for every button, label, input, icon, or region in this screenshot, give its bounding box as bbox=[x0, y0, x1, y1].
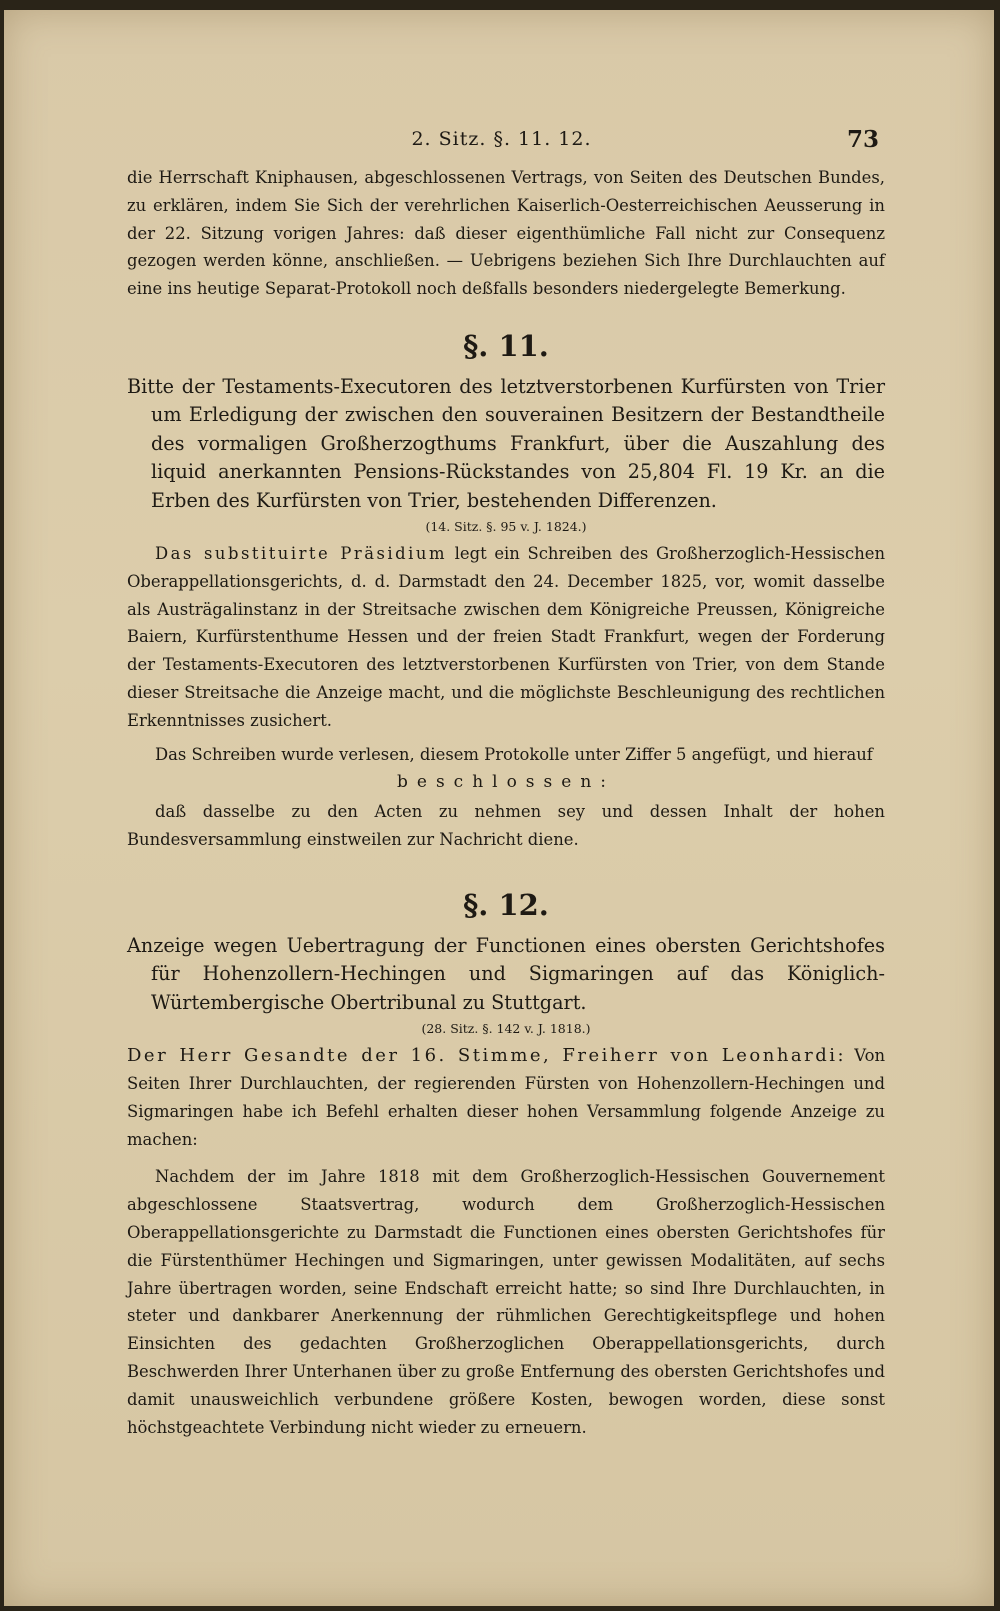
section-11-speaker: Das substituirte Präsidium bbox=[155, 544, 447, 564]
intro-paragraph: die Herrschaft Kniphausen, abgeschlossenen Vertrags, von Seiten des Deutschen Bundes, zu erklären, indem Sie Sich der verehrlichen Kaiserlich-Oesterreichischen Aeusserung in der 22. Sitzung vorigen Jahres: daß dieser eigenthümliche Fall nicht zur Consequenz gezogen werden könne, anschließen. — Uebrigens beziehen Sich Ihre Durchlauchten auf eine ins heutige Separat-Protokoll noch deßfalls besonders niedergelegte Bemerkung. bbox=[127, 168, 885, 299]
book-page bbox=[4, 10, 994, 1606]
page-body bbox=[127, 164, 885, 1441]
section-11-paragraph-1-text: legt ein Schreiben des Großherzoglich-Hessischen Oberappellationsgerichts, d. d. Darmstadt den 24. December 1825, vor, womit dasselbe als Austrägalinstanz in der Streitsache zwischen dem Königreiche Preussen, Königreiche Baiern, Kurfürstenthume Hessen und der freien Stadt Frankfurt, wegen der Forderung der Testaments-Executoren des letztverstorbenen Kurfürsten von Trier, von dem Stande dieser Streitsache die Anzeige macht, und die möglichste Beschleunigung des rechtlichen Erkenntnisses zusichert. bbox=[127, 544, 886, 730]
section-11-reference: (14. Sitz. §. 95 v. J. 1824.) bbox=[425, 519, 587, 535]
section-12-paragraph-2: Nachdem der im Jahre 1818 mit dem Großherzoglich-Hessischen Gouvernement abgeschlossene Staatsvertrag, wodurch dem Großherzoglich-Hessischen Oberappellationsgerichte zu Darmstadt die Functionen eines obersten Gerichtshofes für die Fürstenthümer Hechingen und Sigmaringen, unter gewissen Modalitäten, auf sechs Jahre übertragen worden, seine Endschaft erreicht hatte; so sind Ihre Durchlauchten, in steter und dankbarer Anerkennung der rühmlichen Gerechtigkeitspflege und hohen Einsichten des gedachten Großherzoglichen Oberappellationsgerichts, durch Beschwerden Ihrer Unterhanen über zu große Entfernung des obersten Gerichtshofes und damit unausweichlich verbundene größere Kosten, bewogen worden, diese sonst höchstgeachtete Verbindung nicht wieder zu erneuern. bbox=[127, 1167, 885, 1437]
section-12-number: §. 12. bbox=[463, 887, 549, 922]
section-11-resolved: beschlossen: bbox=[397, 772, 615, 793]
section-12-paragraph-1 bbox=[127, 1042, 885, 1153]
section-12-paragraph-1-text: Von Seiten Ihrer Durchlauchten, der regierenden Fürsten von Hohenzollern-Hechingen und Sigmaringen habe ich Befehl erhalten dieser hohen Versammlung folgende Anzeige zu machen: bbox=[127, 1046, 886, 1149]
running-head: 2. Sitz. §. 11. 12. bbox=[411, 128, 592, 150]
section-11-paragraph-1 bbox=[127, 540, 885, 735]
section-12-speaker: Der Herr Gesandte der 16. Stimme, Freiherr von Leonhardi: bbox=[127, 1045, 847, 1067]
section-12-title: Anzeige wegen Uebertragung der Functionen eines obersten Gerichtshofes für Hohenzollern-Hechingen und Sigmaringen auf das Königlich-Würtembergische Obertribunal zu Stuttgart. bbox=[127, 933, 885, 1014]
section-11-title: Bitte der Testaments-Executoren des letztverstorbenen Kurfürsten von Trier um Erledigung der zwischen den souverainen Besitzern der Bestandtheile des vormaligen Großherzogthums Frankfurt, über die Auszahlung des liquid anerkannten Pensions-Rückstandes von 25,804 Fl. 19 Kr. an die Erben des Kurfürsten von Trier, bestehenden Differenzen. bbox=[127, 374, 885, 512]
page-header bbox=[124, 128, 879, 158]
section-11-resolution: daß dasselbe zu den Acten zu nehmen sey und dessen Inhalt der hohen Bundesversammlung einstweilen zur Nachricht diene. bbox=[127, 802, 885, 850]
section-11-number: §. 11. bbox=[463, 328, 549, 363]
page-number: 73 bbox=[846, 126, 879, 153]
section-11-paragraph-2: Das Schreiben wurde verlesen, diesem Protokolle unter Ziffer 5 angefügt, und hierauf bbox=[155, 744, 873, 764]
section-12-reference: (28. Sitz. §. 142 v. J. 1818.) bbox=[421, 1021, 591, 1037]
